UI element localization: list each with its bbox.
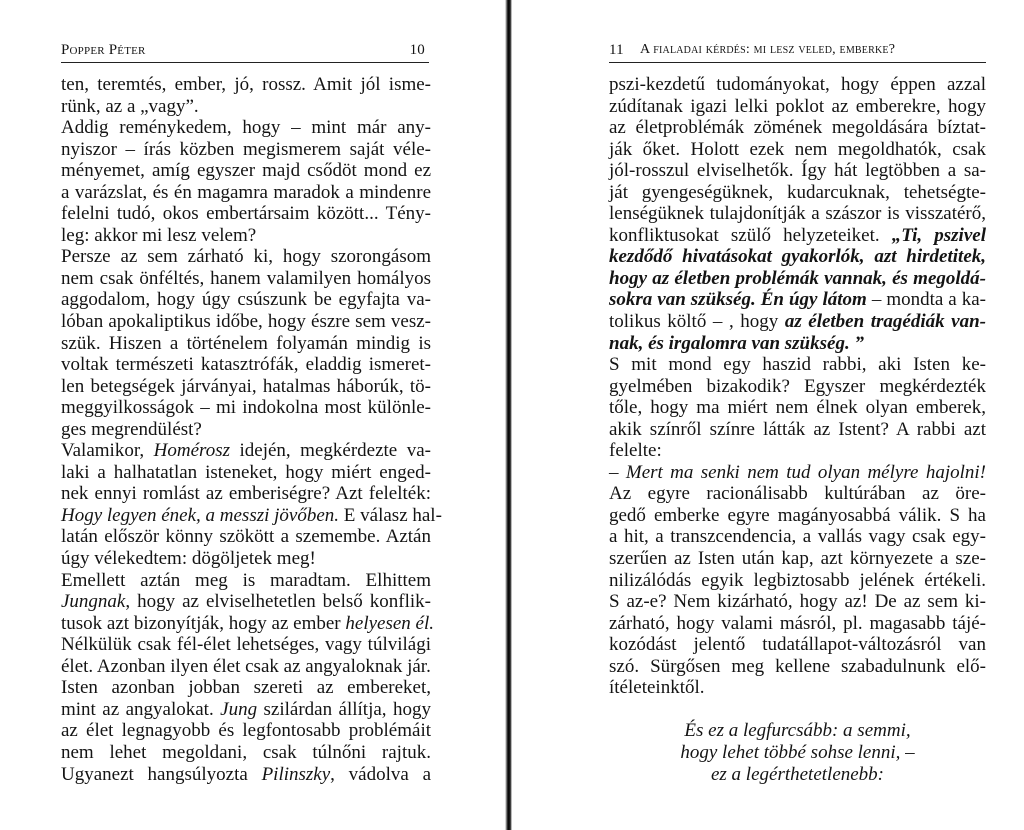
emphasized-text: hogy lehet többé sohse lenni, – [680, 741, 915, 763]
text-line: rünk, az a „vagy”. [61, 95, 199, 117]
text-line: nilizálódás egyik legbiztosabb jelének értékeli. [609, 569, 986, 591]
text-line: meggyilkosságok – mi indokolna most különle- [61, 397, 431, 419]
text-line: kozódást jelentő tudatállapot-változásról van [609, 634, 986, 656]
left-page [0, 0, 508, 830]
text-line: len betegségek járványai, hatalmas háborúk, tö- [61, 375, 431, 397]
text-line [61, 764, 431, 786]
text-line: gyelmében bizakodik? Egyszer megkérdezték [609, 375, 986, 397]
text-line: aggodalom, hogy úgy csúszunk be egyfajta va- [61, 289, 431, 311]
emphasized-text: Jung [220, 698, 258, 720]
text-line [609, 246, 986, 268]
text-line: felelni tudó, okos embertársaim között... Tény- [61, 203, 431, 225]
poem-line [609, 764, 986, 786]
text-line: az életproblémák zömének megoldására bíztat- [609, 117, 986, 139]
text-line: a hit, a transzcendencia, a vallás vagy csak egy- [609, 526, 986, 548]
text-line: lenségüknek tulajdonítják a szászor is visszatérő, [609, 203, 986, 225]
text-line: Az egyre racionálisabb kultúrában az öre- [609, 483, 986, 505]
text-line [609, 268, 986, 290]
text-line: tőle, hogy ma miért nem élnek olyan emberek, [609, 397, 986, 419]
emphasized-text: Homérosz [153, 440, 230, 462]
text-line: lóban apokaliptikus időbe, hogy észre sem vesz- [61, 311, 431, 333]
text-line [609, 225, 986, 247]
text-line: ják őket. Holott ezek nem megoldhatók, csak [609, 138, 986, 160]
blank-line [609, 699, 986, 721]
text-line: élet. Azonban ilyen élet csak az angyaloknak jár. [61, 655, 431, 677]
book-gutter [505, 0, 512, 830]
text-line: ten, teremtés, ember, jó, rossz. Amit jól isme- [61, 74, 431, 95]
text-segment: , vádolva a [330, 763, 431, 785]
header-rule [61, 62, 429, 63]
text-line: leg: akkor mi lesz velem? [61, 224, 257, 246]
text-line [61, 612, 435, 635]
text-line: nem lehet megoldani, csak túlnőni rajtuk. [61, 741, 431, 763]
text-line [61, 699, 431, 721]
text-segment: – mondta a ka- [866, 289, 987, 311]
emphasized-text: nak, és irgalomra van szükség. ” [609, 332, 864, 354]
text-segment: , hogy az elviselhetetlen belső konflik- [125, 591, 431, 613]
text-line: nek ennyi romlást az emberiségre? Azt felelték: [61, 483, 431, 505]
emphasized-text: ez a legérthetetlenebb: [710, 763, 885, 785]
text-segment: tusok azt bizonyítják, hogy az ember [61, 612, 346, 634]
author-name: Popper Péter [61, 42, 146, 58]
text-line: akik színről színre látták az Istent? A rabbi azt [609, 418, 986, 440]
text-line [61, 440, 431, 462]
text-segment: tolikus költő – , hogy [609, 311, 785, 333]
text-segment: – [609, 461, 626, 483]
text-line [61, 504, 442, 527]
poem-line [609, 742, 986, 764]
emphasized-text: hogy az életben problémák vannak, és megoldá- [609, 267, 986, 289]
emphasized-text: az életben tragédiák van- [784, 311, 987, 333]
text-line: szó. Sürgősen meg kellene szabadulnunk elő- [609, 655, 986, 677]
text-segment: idején, megkérdezte va- [230, 440, 431, 462]
text-segment: mint az angyalokat. [61, 698, 221, 720]
text-line [609, 311, 986, 333]
text-line [61, 591, 431, 613]
text-line [609, 289, 986, 311]
text-segment: Valamikor, [61, 440, 154, 462]
text-line: az élet legnagyobb és legfontosabb problémáit [61, 720, 431, 742]
text-segment: E válasz hal- [339, 504, 442, 526]
text-line: gedő emberke egyre magányosabbá válik. S ha [609, 504, 986, 526]
text-segment: konfliktusokat szülő helyzeteiket. [609, 224, 892, 246]
text-line: Persze az sem zárható ki, hogy szorongásom [61, 246, 431, 268]
text-line [609, 462, 986, 484]
text-segment: szilárdan állítja, hogy [257, 698, 431, 720]
text-line: zúdítanak igazi lelki poklot az emberekre, hogy [609, 95, 986, 117]
text-line: Nélkülük csak fél-élet lehetséges, vagy túlvilági [61, 634, 431, 656]
emphasized-text: sokra van szükség. Én úgy látom [609, 289, 867, 311]
header-rule [609, 62, 986, 63]
text-line: szük. Hiszen a történelem folyamán mindig is [61, 332, 431, 354]
text-line: a varázslat, és én magamra maradok a mindenre [61, 181, 431, 203]
emphasized-text: kezdődő hivatásokat gyakorlók, azt hirdetitek, [609, 246, 986, 268]
right-page-number: 11 [609, 42, 624, 58]
text-line: jól-rosszul elviselhetők. Így hát legtöbben a sa- [609, 160, 986, 182]
emphasized-text: Pilinszky [261, 763, 331, 785]
text-line: pszi-kezdetű tudományokat, hogy éppen azzal [609, 74, 986, 95]
text-segment: Ugyanezt hangsúlyozta [61, 763, 262, 785]
text-line: nyiszor – írás közben megismerem saját véle- [61, 138, 431, 160]
text-line: szerűen az Isten után kap, azt környezete a sze- [609, 548, 986, 570]
text-line: voltak természeti katasztrófák, eladdig ismeret- [61, 354, 431, 376]
text-line: S az-e? Nem kizárható, hogy az! De az sem ki- [609, 591, 986, 613]
emphasized-text: Mert ma senki nem tud olyan mélyre hajolni! [625, 461, 986, 483]
text-line: laki a halhatatlan isteneket, hogy miért enged- [61, 461, 431, 483]
text-line: Isten azonban jobban szereti az embereket, [61, 677, 431, 699]
text-line: ját gyengeségüknek, kudarcuknak, tehetségte- [609, 181, 986, 203]
text-line: úgy vélekedtem: dögöljetek meg! [61, 548, 316, 570]
text-line: ményemet, amíg egyszer majd csődöt mond ez [61, 160, 431, 182]
text-line [609, 333, 986, 355]
emphasized-text: Hogy legyen ének, a messzi jövőben. [61, 504, 340, 526]
left-page-number: 10 [409, 42, 425, 58]
text-line: felelte: [609, 440, 662, 462]
text-line: latán először könny szökött a szemembe. Aztán [61, 526, 431, 548]
text-line: Emellett aztán meg is maradtam. Elhittem [61, 569, 431, 591]
right-page [512, 0, 1024, 830]
emphasized-text: És ez a legfurcsább: a semmi, [684, 720, 911, 742]
right-running-header [609, 38, 986, 62]
emphasized-text: helyesen él. [345, 612, 435, 634]
chapter-title: A fialadai kérdés: mi lesz veled, emberke? [640, 42, 896, 57]
left-running-header [61, 38, 429, 62]
emphasized-text: Jungnak [61, 591, 126, 613]
right-body-text [609, 74, 986, 785]
emphasized-text: „Ti, pszivel [891, 224, 986, 246]
left-body-text [61, 74, 442, 785]
text-line: zárható, hogy valami másról, pl. magasabb tájé- [609, 612, 986, 634]
text-line: nem csak önféltés, hanem valamilyen homályos [61, 267, 431, 289]
text-line: Addig reménykedem, hogy – mint már any- [61, 117, 431, 139]
text-line: ges megrendülést? [61, 418, 202, 440]
text-line: S mit mond egy haszid rabbi, aki Isten ke- [609, 354, 986, 376]
text-line: ítéleteinktől. [609, 677, 705, 699]
poem-line [609, 720, 986, 742]
